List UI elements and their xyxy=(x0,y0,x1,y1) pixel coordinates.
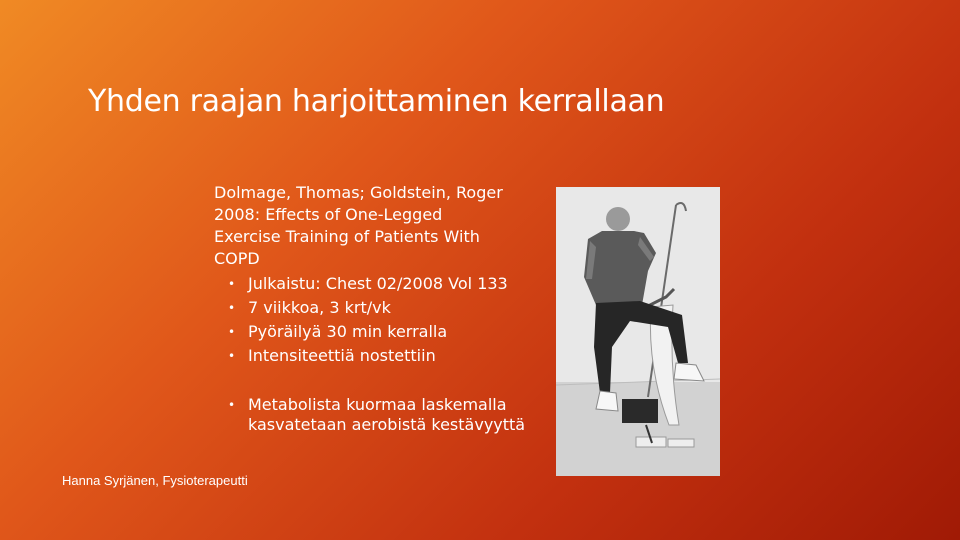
footer-author: Hanna Syrjänen, Fysioterapeutti xyxy=(62,473,248,488)
bullet-item: • 7 viikkoa, 3 krt/vk xyxy=(228,296,508,320)
bullet-list-second xyxy=(228,395,525,435)
bullet-item: • Julkaistu: Chest 02/2008 Vol 133 xyxy=(228,272,508,296)
photo-illustration xyxy=(556,187,720,476)
bullet-list xyxy=(228,272,508,368)
bullet-line: Metabolista kuormaa laskemalla xyxy=(248,395,507,414)
reference-text xyxy=(214,182,554,270)
reference-line: COPD xyxy=(214,249,260,268)
slide-title: Yhden raajan harjoittaminen kerrallaan xyxy=(88,84,665,119)
reference-line: 2008: Effects of One-Legged xyxy=(214,205,443,224)
reference-line: Exercise Training of Patients With xyxy=(214,227,480,246)
bullet-item: • Pyöräilyä 30 min kerralla xyxy=(228,320,508,344)
exercise-bike-photo xyxy=(556,187,720,476)
bullet-item: • Intensiteettiä nostettiin xyxy=(228,344,508,368)
reference-line: Dolmage, Thomas; Goldstein, Roger xyxy=(214,183,503,202)
bullet-item xyxy=(228,395,525,435)
bullet-line: kasvatetaan aerobistä kestävyyttä xyxy=(248,415,526,434)
